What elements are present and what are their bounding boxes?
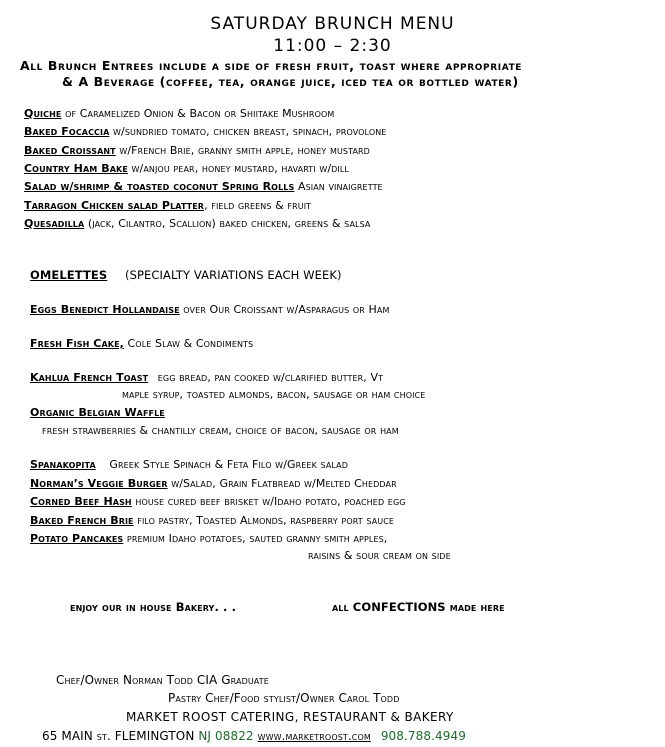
- entree-name: Quesadilla: [24, 217, 85, 230]
- confections-note: all CONFECTIONS made here: [332, 600, 505, 614]
- potato-desc-2: raisins & sour cream on side: [308, 549, 451, 562]
- fish-cake-desc: Cole Slaw & Condiments: [123, 337, 254, 350]
- entree-name: Country Ham Bake: [24, 162, 128, 175]
- item-name: Spanakopita: [30, 458, 96, 471]
- menu-item: [30, 477, 397, 490]
- entree-desc: of Caramelized Onion & Bacon or Shiitake Mushroom: [61, 107, 335, 120]
- eggs-benedict-desc: over Our Croissant w/Asparagus or Ham: [179, 303, 390, 316]
- omelettes-desc: (SPECIALTY VARIATIONS EACH WEEK): [125, 268, 342, 282]
- item-desc: house cured beef brisket w/Idaho potato, poached egg: [131, 495, 406, 508]
- waffle-item: [30, 406, 165, 419]
- menu-item: [30, 514, 394, 527]
- intro-line-2: & A Beverage (coffee, tea, orange juice, iced tea or bottled water): [62, 74, 519, 89]
- item-desc: filo pastry, Toasted Almonds, raspberry port sauce: [133, 514, 395, 527]
- chef-credit: Chef/Owner Norman Todd CIA Graduate: [56, 673, 269, 687]
- item-name: Potato Pancakes: [30, 532, 124, 545]
- kahlua-item: [30, 371, 383, 384]
- fish-cake-item: [30, 337, 253, 350]
- kahlua-desc-2: maple syrup, toasted almonds, bacon, sausage or ham choice: [122, 388, 426, 401]
- waffle-name: Organic Belgian Waffle: [30, 406, 165, 419]
- waffle-desc: fresh strawberries & chantilly cream, choice of bacon, sausage or ham: [42, 424, 399, 437]
- menu-item: [30, 458, 348, 471]
- entree-item: [24, 199, 311, 212]
- phone-number: 908.788.4949: [380, 729, 466, 743]
- business-name: MARKET ROOST CATERING, RESTAURANT & BAKERY: [126, 710, 454, 724]
- omelettes-name: OMELETTES: [30, 268, 108, 282]
- kahlua-name: Kahlua French Toast: [30, 371, 149, 384]
- eggs-benedict-item: [30, 303, 390, 316]
- item-desc: w/Salad, Grain Flatbread w/Melted Cheddar: [167, 477, 397, 490]
- entree-desc: (jack, Cilantro, Scallion) baked chicken, greens & salsa: [84, 217, 371, 230]
- fish-cake-name: Fresh Fish Cake,: [30, 337, 124, 350]
- menu-item: [30, 495, 406, 508]
- kahlua-desc: egg bread, pan cooked w/clarified butter, Vt: [157, 371, 384, 384]
- entree-desc: , field greens & fruit: [204, 199, 312, 212]
- entree-item: [24, 180, 383, 193]
- contact-line: [42, 729, 466, 743]
- menu-hours: 11:00 – 2:30: [273, 36, 392, 56]
- menu-title: SATURDAY BRUNCH MENU: [210, 14, 455, 34]
- item-name: Corned Beef Hash: [30, 495, 132, 508]
- entree-desc: w/anjou pear, honey mustard, havarti w/dill: [127, 162, 349, 175]
- item-name: Norman’s Veggie Burger: [30, 477, 168, 490]
- address: 65 MAIN st. FLEMINGTON: [42, 729, 195, 743]
- menu-item: [30, 532, 387, 545]
- bakery-note: enjoy our in house Bakery. . .: [70, 600, 237, 614]
- pastry-credit: Pastry Chef/Food stylist/Owner Carol Todd: [168, 691, 400, 705]
- entree-desc: Asian vinaigrette: [294, 180, 383, 193]
- entree-name: Tarragon Chicken salad Platter: [24, 199, 205, 212]
- entree-desc: w/French Brie, granny smith apple, honey mustard: [115, 144, 370, 157]
- entree-name: Quiche: [24, 107, 62, 120]
- item-desc: Greek Style Spinach & Feta Filo w/Greek salad: [109, 458, 349, 471]
- eggs-benedict-name: Eggs Benedict Hollandaise: [30, 303, 180, 316]
- entree-desc: w/sundried tomato, chicken breast, spinach, provolone: [109, 125, 387, 138]
- omelettes-item: [30, 268, 342, 282]
- state-zip: NJ 08822: [198, 729, 254, 743]
- entree-item: [24, 125, 386, 138]
- entree-item: [24, 217, 371, 230]
- intro-line-1: All Brunch Entrees include a side of fresh fruit, toast where appropriate: [20, 58, 523, 73]
- website-link[interactable]: www.marketroost.com: [257, 729, 371, 743]
- entree-name: Baked Focaccia: [24, 125, 110, 138]
- entree-item: [24, 144, 370, 157]
- entree-name: Salad w/shrimp & toasted coconut Spring Rolls: [24, 180, 295, 193]
- entree-item: [24, 162, 349, 175]
- entree-item: [24, 107, 334, 120]
- item-desc: premium Idaho potatoes, sauted granny smith apples,: [123, 532, 388, 545]
- item-name: Baked French Brie: [30, 514, 134, 527]
- entree-name: Baked Croissant: [24, 144, 116, 157]
